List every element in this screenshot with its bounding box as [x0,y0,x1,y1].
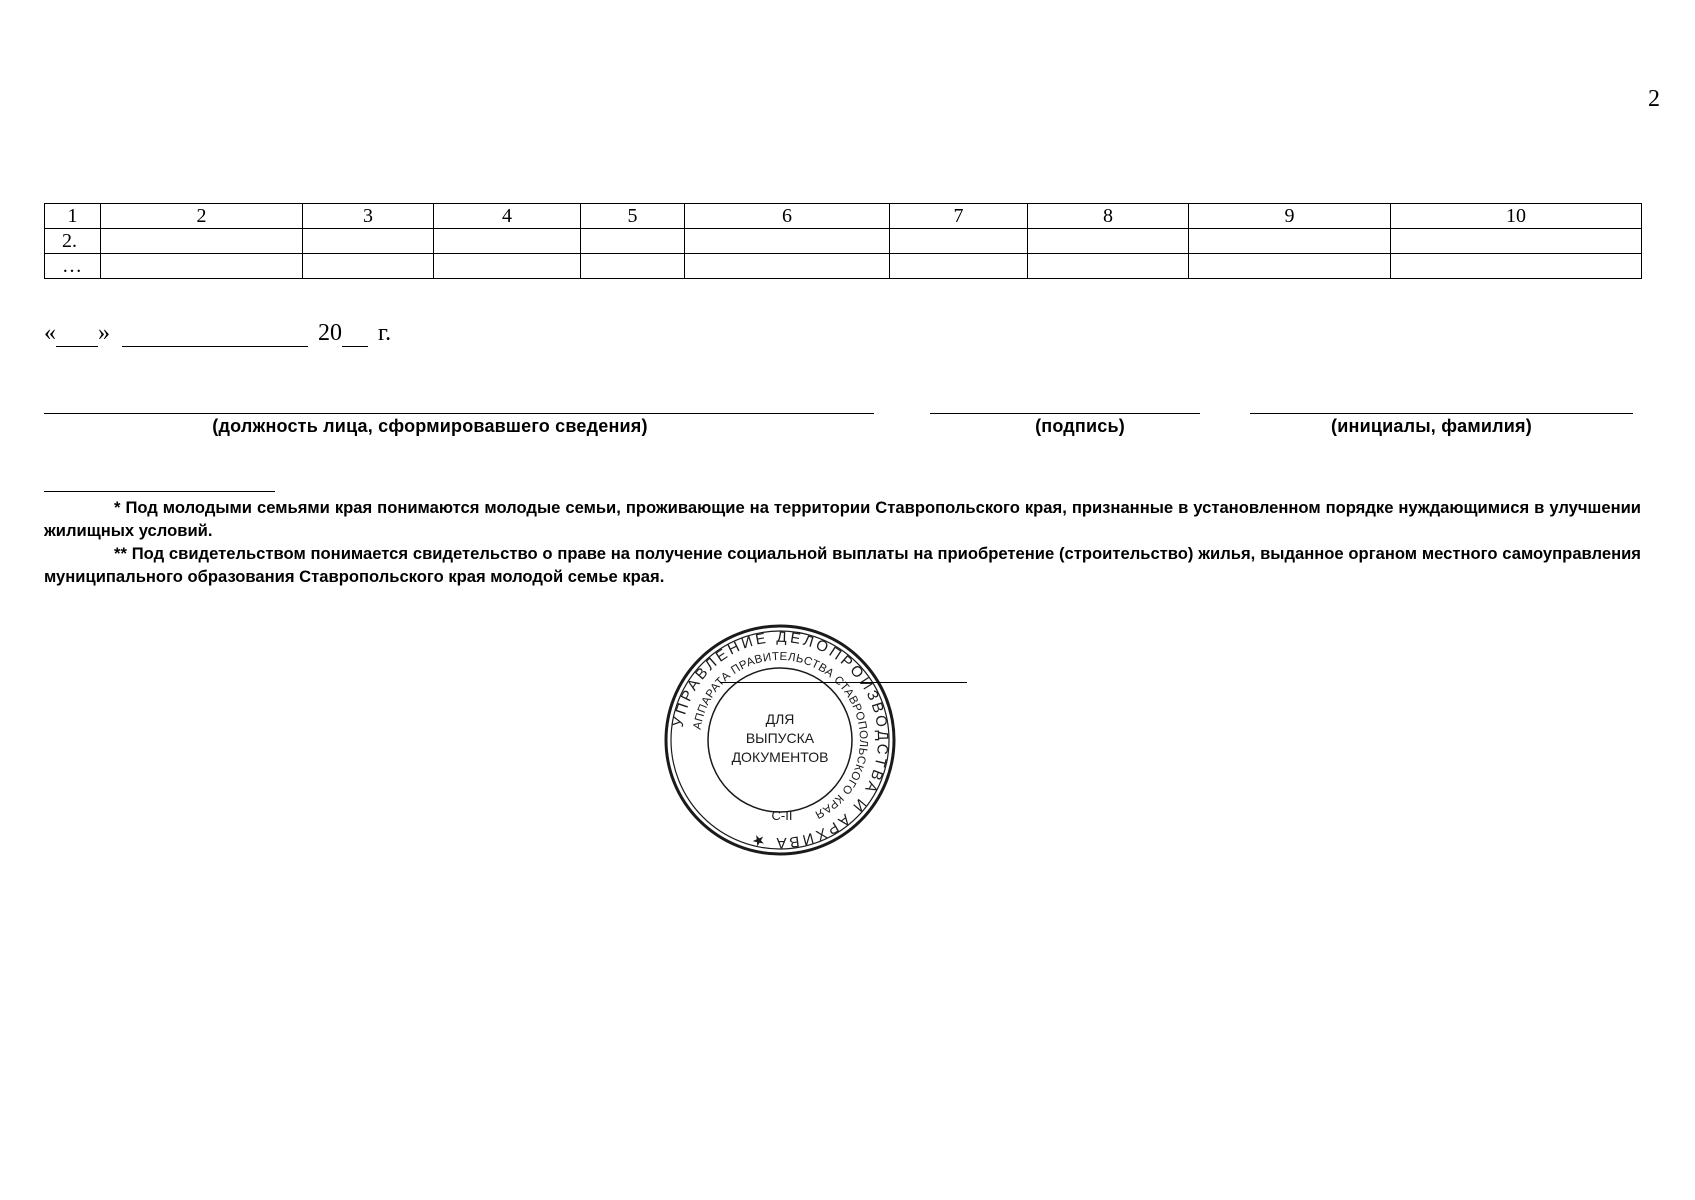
month-blank [122,320,308,347]
stamp-center-line: ДОКУМЕНТОВ [731,749,829,765]
table-cell [101,254,303,279]
table-row [45,254,1642,279]
column-number: 7 [890,204,1028,229]
column-number: 5 [581,204,685,229]
open-quote: « [44,320,56,346]
close-quote: » [98,320,110,346]
column-number: 4 [434,204,581,229]
column-number: 10 [1391,204,1642,229]
table-row [45,229,1642,254]
column-number: 1 [45,204,101,229]
position-caption: (должность лица, сформировавшего сведения) [212,416,648,436]
footnote-rule [44,491,275,492]
stamp-signature-line [720,682,967,683]
year-blank [342,320,368,347]
table-header-row [45,204,1642,229]
stamp-inner-text: АППАРАТА ПРАВИТЕЛЬСТВА СТАВРОПОЛЬСКОГО КРАЯ [691,650,870,821]
signature-line [930,413,1200,414]
position-line [44,413,874,414]
day-blank [56,320,98,347]
signature-caption: (подпись) [1035,416,1125,436]
year-suffix: г. [378,320,392,346]
column-number: 8 [1028,204,1189,229]
table-cell [890,254,1028,279]
footnote-1: * Под молодыми семьями края понимаются молодые семьи, проживающие на территории Ставропольского края, признанные в установленном порядке нуждающимися в улучшении жилищных условий. [44,498,1641,540]
table-cell [1028,254,1189,279]
table-cell [303,229,434,254]
column-number: 2 [101,204,303,229]
table-cell [434,229,581,254]
row-number-cell: 2. [45,229,101,254]
column-number: 6 [685,204,890,229]
footnotes [44,496,1641,588]
page-number: 2 [1648,86,1660,112]
name-line [1250,413,1633,414]
table-cell [1189,229,1391,254]
stamp-center-line: ВЫПУСКА [745,730,815,746]
stamp-code: С-II [771,808,793,823]
stamp-outer-text: УПРАВЛЕНИЕ ДЕЛОПРОИЗВОДСТВА И АРХИВА ★ [669,628,892,852]
table-cell [1189,254,1391,279]
table-cell [1028,229,1189,254]
table-cell [685,254,890,279]
table-cell [685,229,890,254]
footnote-2: ** Под свидетельством понимается свидетельство о праве на получение социальной выплаты на приобретение (строительство) жилья, выданное органом местного самоуправления муниципального образования Ставропольского края молодой семье края. [44,544,1641,586]
table-cell [890,229,1028,254]
name-caption: (инициалы, фамилия) [1331,416,1532,436]
table-cell [1391,254,1642,279]
table-cell [101,229,303,254]
table-cell [581,254,685,279]
stamp-center-line: ДЛЯ [765,711,795,727]
row-number-cell: … [45,254,101,279]
stamp-seal [660,620,900,860]
table-cell [303,254,434,279]
date-line [44,320,391,347]
table-cell [1391,229,1642,254]
year-prefix: 20 [318,320,342,346]
table-cell [581,229,685,254]
column-number: 3 [303,204,434,229]
data-table [44,203,1642,279]
official-stamp [660,620,900,860]
table-cell [434,254,581,279]
column-number: 9 [1189,204,1391,229]
